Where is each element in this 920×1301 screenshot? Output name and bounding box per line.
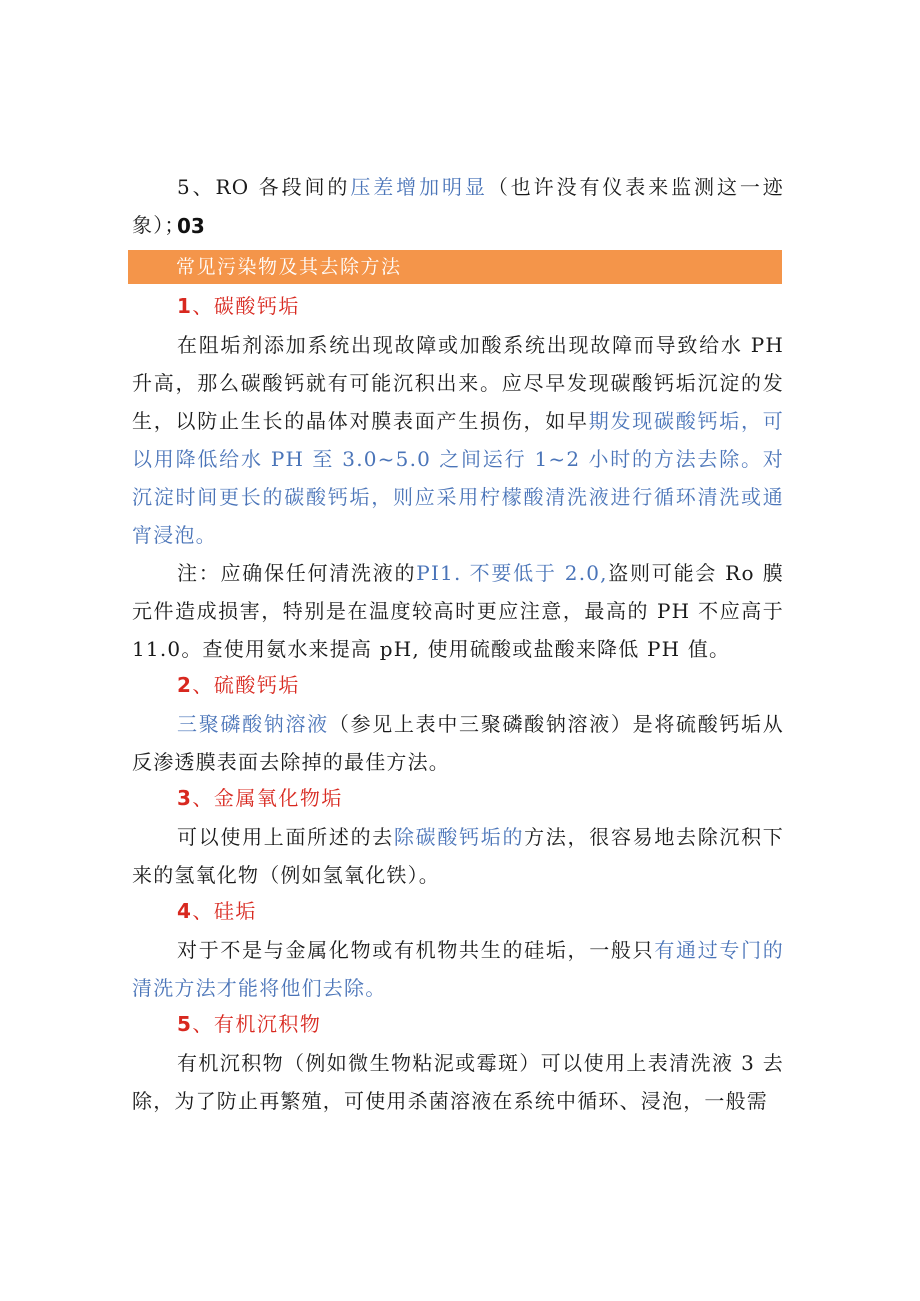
paragraph-text: 在阻垢剂添加系统出现故障或加酸系统出现故障而导致给水 PH 升高，那么碳酸钙就有可能沉积出来。应尽早发现碳酸钙垢沉淀的发生，以防止生长的晶体对膜表面产生损伤，如早 [132, 333, 784, 433]
heading-organic-deposits [177, 1009, 321, 1039]
paragraph-highlight: 除碳酸钙垢的 [393, 825, 525, 849]
heading-title: 、有机沉积物 [192, 1012, 322, 1036]
paragraph-highlight: 有通过专门的清洗方法才能将他们去除。 [132, 938, 784, 1000]
heading-number: 3 [177, 786, 193, 810]
heading-number: 2 [177, 673, 193, 697]
note-highlight: PI1. 不要低于 2.0, [416, 561, 608, 585]
intro-prefix: 5、RO 各段间的 [177, 175, 351, 199]
heading-calcium-carbonate [177, 291, 300, 321]
heading-number: 1 [177, 294, 193, 318]
heading-silica [177, 896, 257, 926]
paragraph-text: 可以使用上面所述的去 [177, 825, 394, 849]
note-text: 注：应确保任何清洗液的 [177, 561, 417, 585]
heading-title: 、硅垢 [192, 899, 257, 923]
section-banner-title: 常见污染物及其去除方法 [176, 256, 402, 278]
note-text-rest: 盗则可能会 Ro 膜元件造成损害，特别是在温度较高时更应注意，最高的 PH 不应高于 11.0。查使用氨水来提高 pH, 使用硫酸或盐酸来降低 PH 值。 [132, 561, 784, 661]
intro-highlight: 压差增加明显 [350, 175, 488, 199]
paragraph-text: （参见上表中三聚磷酸钠溶液）是将硫酸钙垢从反渗透膜表面去除掉的最佳方法。 [132, 712, 784, 774]
intro-suffix: （也许没有仪表来监测这一迹象）； [132, 175, 784, 237]
section-banner [128, 250, 782, 284]
heading-calcium-sulfate [177, 670, 300, 700]
paragraph-note [132, 554, 784, 668]
heading-title: 、碳酸钙垢 [192, 294, 300, 318]
heading-number: 4 [177, 899, 193, 923]
heading-number: 5 [177, 1012, 193, 1036]
paragraph-text: 有机沉积物（例如微生物粘泥或霉斑）可以使用上表清洗液 3 去除，为了防止再繁殖，可使用杀菌溶液在系统中循环、浸泡，一般需 [132, 1051, 784, 1113]
paragraph-highlight: 期发现碳酸钙垢，可以用降低给水 PH 至 3.0~5.0 之间运行 1~2 小时的方法去除。对沉淀时间更长的碳酸钙垢，则应采用柠檬酸清洗液进行循环清洗或通宵浸泡。 [132, 409, 784, 547]
paragraph-highlight: 三聚磷酸钠溶液 [177, 712, 329, 736]
paragraph-calcium-sulfate [132, 705, 784, 781]
paragraph-calcium-carbonate [132, 326, 784, 554]
intro-item-5 [132, 168, 784, 244]
paragraph-text: 对于不是与金属化物或有机物共生的硅垢，一般只 [177, 938, 655, 962]
paragraph-silica [132, 931, 784, 1007]
heading-metal-oxide [177, 783, 343, 813]
section-number: 03 [177, 214, 205, 238]
heading-title: 、金属氧化物垢 [192, 786, 343, 810]
heading-title: 、硫酸钙垢 [192, 673, 300, 697]
paragraph-text-rest: 方法，很容易地去除沉积下来的氢氧化物（例如氢氧化铁）。 [132, 825, 785, 887]
paragraph-metal-oxide [132, 818, 784, 894]
paragraph-organic-deposits [132, 1044, 784, 1120]
